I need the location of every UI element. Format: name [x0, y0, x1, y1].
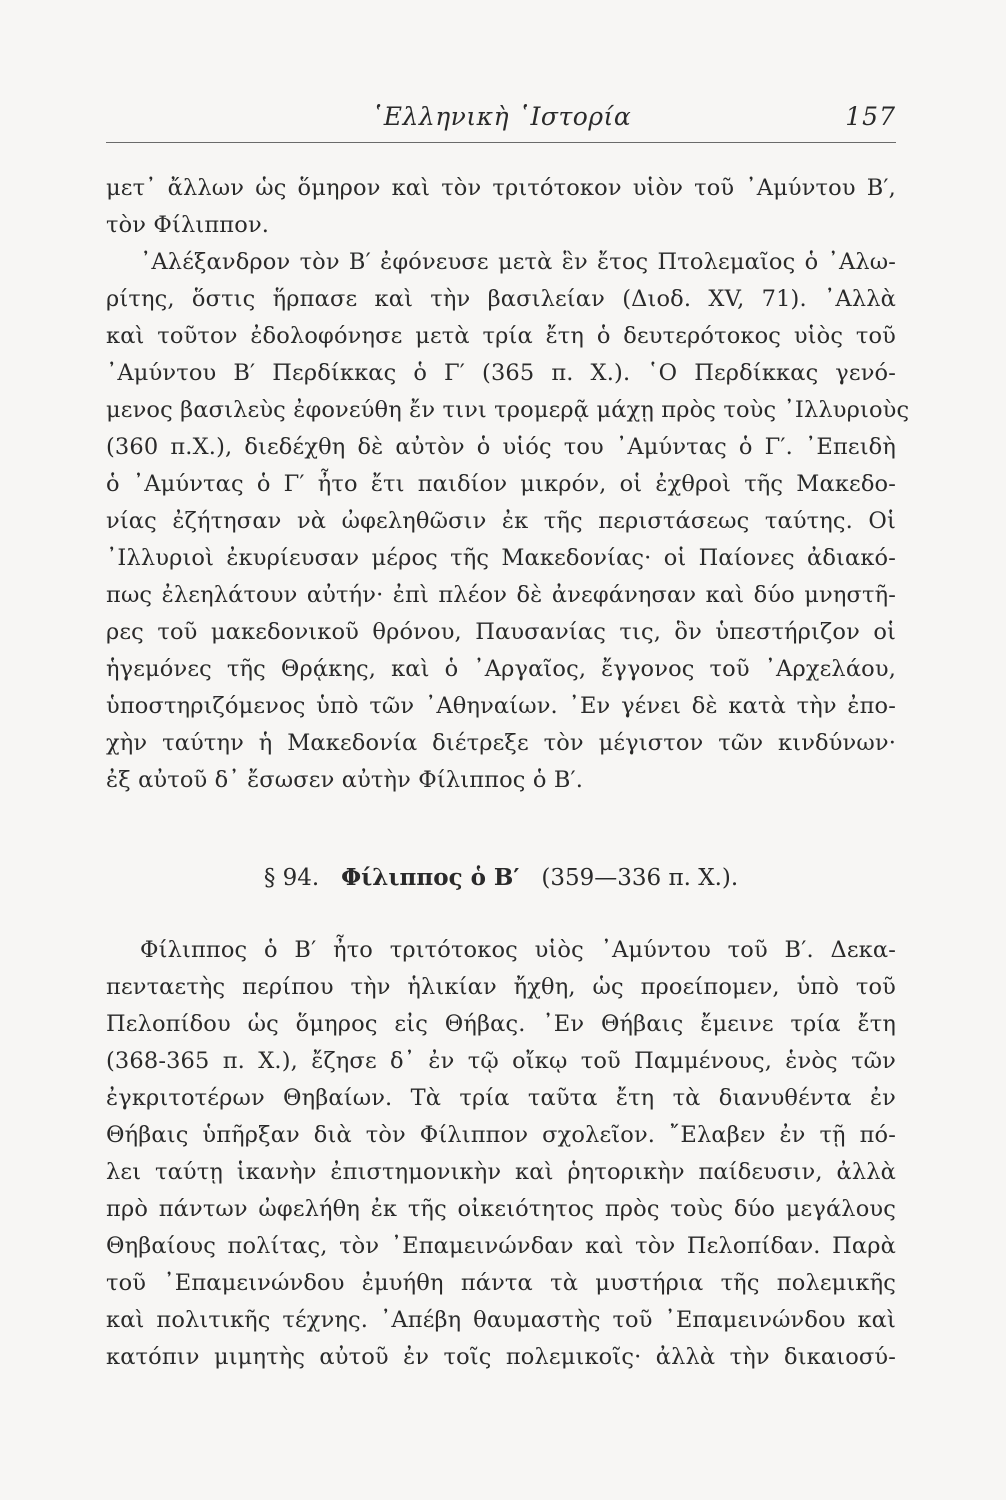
text-line: ρίτης, ὅστις ἥρπασε καὶ τὴν βασιλείαν (Διοδ. XV, 71). ᾽Αλλὰ — [106, 286, 896, 312]
text-line: Φίλιππος ὁ Β′ ἦτο τριτότοκος υἱὸς ᾽Αμύντου τοῦ Β′. Δεκα- — [140, 937, 896, 963]
text-line: ᾽Ιλλυριοὶ ἐκυρίευσαν μέρος τῆς Μακεδονίας· οἱ Παίονες ἀδιακό- — [106, 545, 896, 571]
running-title: ῾Ελληνικὴ ῾Ιστορία — [370, 102, 632, 131]
text-line: Πελοπίδου ὡς ὅμηρος εἰς Θήβας. ᾽Εν Θήβαις ἔμεινε τρία ἔτη — [106, 1011, 896, 1037]
text-line: Θηβαίους πολίτας, τὸν ᾽Επαμεινώνδαν καὶ τὸν Πελοπίδαν. Παρὰ — [106, 1233, 896, 1259]
text-line: (360 π.Χ.), διεδέχθη δὲ αὐτὸν ὁ υἱός του ᾽Αμύντας ὁ Γ′. ᾽Επειδὴ — [106, 434, 896, 460]
section-number: § 94. — [263, 865, 320, 891]
text-line: πενταετὴς περίπου τὴν ἡλικίαν ἤχθη, ὡς προείπομεν, ὑπὸ τοῦ — [106, 974, 896, 1000]
text-line: τὸν Φίλιππον. — [106, 212, 270, 238]
text-line: ἐξ αὐτοῦ δ᾽ ἔσωσεν αὐτὴν Φίλιππος ὁ Β′. — [106, 767, 584, 793]
text-line: τοῦ ᾽Επαμεινώνδου ἐμυήθη πάντα τὰ μυστήρια τῆς πολεμικῆς — [106, 1270, 896, 1296]
text-line: νίας ἐζήτησαν νὰ ὠφεληθῶσιν ἐκ τῆς περιστάσεως ταύτης. Οἱ — [106, 508, 896, 534]
text-block-bottom — [106, 932, 896, 1376]
text-line: χὴν ταύτην ἡ Μακεδονία διέτρεξε τὸν μέγιστον τῶν κινδύνων· — [106, 730, 896, 756]
text-line: ἡγεμόνες τῆς Θρᾴκης, καὶ ὁ ᾽Αργαῖος, ἔγγονος τοῦ ᾽Αρχελάου, — [106, 656, 896, 682]
text-block-top — [106, 170, 910, 799]
text-line: ὑποστηριζόμενος ὑπὸ τῶν ᾽Αθηναίων. ᾽Εν γένει δὲ κατὰ τὴν ἐπο- — [106, 693, 896, 719]
text-line: λει ταύτῃ ἱκανὴν ἐπιστημονικὴν καὶ ῥητορικὴν παίδευσιν, ἀλλὰ — [106, 1159, 896, 1185]
header-rule — [106, 142, 896, 143]
text-line: ᾽Αλέξανδρον τὸν Β′ ἐφόνευσε μετὰ ἓν ἔτος Πτολεμαῖος ὁ ᾽Αλω- — [140, 249, 896, 275]
section-dates: (359—336 π. Χ.). — [541, 865, 739, 891]
section-name: Φίλιππος ὁ Β′ — [341, 864, 520, 891]
text-line: καὶ τοῦτον ἐδολοφόνησε μετὰ τρία ἔτη ὁ δευτερότοκος υἱὸς τοῦ — [106, 323, 896, 349]
text-line: πως ἐλεηλάτουν αὐτήν· ἐπὶ πλέον δὲ ἀνεφάνησαν καὶ δύο μνηστῆ- — [106, 582, 896, 608]
section-heading — [106, 858, 896, 898]
text-line: ὁ ᾽Αμύντας ὁ Γ′ ἦτο ἔτι παιδίον μικρόν, οἱ ἐχθροὶ τῆς Μακεδο- — [106, 471, 896, 497]
text-line: κατόπιν μιμητὴς αὐτοῦ ἐν τοῖς πολεμικοῖς· ἀλλὰ τὴν δικαιοσύ- — [106, 1344, 896, 1370]
running-header — [106, 100, 896, 140]
page-number: 157 — [845, 102, 896, 131]
text-line: (368-365 π. Χ.), ἔζησε δ᾽ ἐν τῷ οἴκῳ τοῦ Παμμένους, ἑνὸς τῶν — [106, 1048, 896, 1074]
text-line: μετ᾽ ἄλλων ὡς ὅμηρον καὶ τὸν τριτότοκον υἱὸν τοῦ ᾽Αμύντου Β′, — [106, 175, 896, 201]
text-line: καὶ πολιτικῆς τέχνης. ᾽Απέβη θαυμαστὴς τοῦ ᾽Επαμεινώνδου καὶ — [106, 1307, 896, 1333]
text-line: πρὸ πάντων ὠφελήθη ἐκ τῆς οἰκειότητος πρὸς τοὺς δύο μεγάλους — [106, 1196, 896, 1222]
text-line: Θήβαις ὑπῆρξαν διὰ τὸν Φίλιππον σχολεῖον. ῎Ελαβεν ἐν τῇ πό- — [106, 1122, 896, 1148]
text-line: ᾽Αμύντου Β′ Περδίκκας ὁ Γ′ (365 π. Χ.). ῾Ο Περδίκκας γενό- — [106, 360, 896, 386]
text-line: μενος βασιλεὺς ἐφονεύθη ἔν τινι τρομερᾷ μάχῃ πρὸς τοὺς ᾽Ιλλυριοὺς — [106, 397, 910, 423]
text-line: ἐγκριτοτέρων Θηβαίων. Τὰ τρία ταῦτα ἔτη τὰ διανυθέντα ἐν — [106, 1085, 896, 1111]
text-line: ρες τοῦ μακεδονικοῦ θρόνου, Παυσανίας τις, ὃν ὑπεστήριζον οἱ — [106, 619, 896, 645]
